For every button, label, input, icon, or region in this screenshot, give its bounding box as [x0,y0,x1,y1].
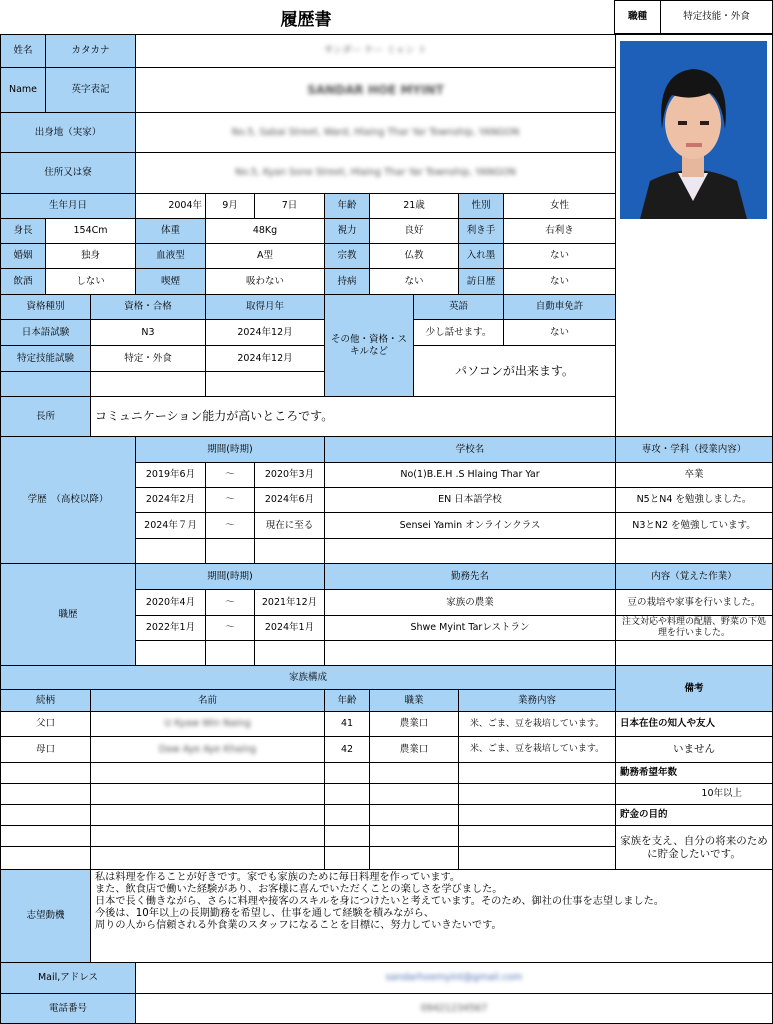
family-duty-header: 業務内容 [458,689,616,712]
edu-major-header: 専攻・学科（授業内容） [615,436,773,463]
birth-year: 2004年 [135,193,206,219]
smoke-value: 吸わない [205,268,325,295]
qual-name-empty [90,371,206,397]
family-empty-cell [324,762,370,784]
phone-value: 09421234567 [420,1002,488,1014]
motivation-text [90,869,773,963]
savings-value: 家族を支え、自分の将来のために貯金したいです。 [615,825,773,870]
family-empty-cell [324,804,370,826]
edu-from-empty [135,538,206,564]
family-rel: 母口 [0,736,91,763]
family-job: 農業口 [369,736,459,763]
edu-major-empty [615,538,773,564]
family-name: U Kyaw Win Naing [164,718,251,730]
motivation-line: 周りの人から信頼される外食業のスタッフになることを目標に、努力していきたいです。 [95,920,502,931]
edu-major: N3とN2 を勉強しています。 [615,512,773,539]
blood-value: A型 [205,243,325,269]
birth-day: 7日 [254,193,325,219]
edu-from: 2024年７月 [135,512,206,539]
sex-value: 女性 [503,193,616,219]
acquaintance-value: いません [615,736,773,763]
work-to-empty [254,640,325,666]
family-empty-cell [369,783,459,805]
smoke-label: 喫煙 [135,268,206,295]
edu-school: Sensei Yamin オンラインクラス [324,512,616,539]
phone-field [135,993,773,1024]
phone-label: 電話番号 [0,993,136,1024]
strength-value: コミュニケーション能力が高いところです。 [90,396,616,437]
qual-name-header: 資格・合格 [90,294,206,320]
address-label: 住所又は寮 [0,152,136,194]
work-tilde: ～ [205,615,255,641]
family-empty-cell [458,846,616,870]
family-empty-cell [369,762,459,784]
illness-value: ない [369,268,459,295]
years-label: 勤務希望年数 [615,762,773,784]
job-type-label: 職種 [614,0,661,34]
weight-value: 48Kg [205,218,325,244]
family-empty-cell [0,783,91,805]
romaji-label: 英字表記 [45,67,136,113]
drink-label: 飲酒 [0,268,46,295]
mail-field [135,962,773,994]
work-label: 職歴 [0,563,136,666]
qual-date-header: 取得月年 [205,294,325,320]
edu-period-header: 期間(時期) [135,436,325,463]
family-empty-cell [0,762,91,784]
edu-tilde: ～ [205,462,255,488]
motivation-line: 今後は、10年以上の長期勤務を希望し、仕事を通して経験を積みながら、 [95,908,434,919]
edu-to-empty [254,538,325,564]
family-age: 41 [324,711,370,737]
qual-name: 特定・外食 [90,345,206,372]
romaji-field [135,67,616,113]
drink-value: しない [45,268,136,295]
edu-tilde: ～ [205,487,255,513]
work-content-empty [615,640,773,666]
blood-label: 血液型 [135,243,206,269]
birthplace-label: 出身地（実家） [0,112,136,153]
motivation-line: また、飲食店で働いた経験があり、お客様に喜んでいただくことの楽しさを学びました。 [95,884,503,895]
mail-label: Mail,アドレス [0,962,136,994]
qual-type: 特定技能試験 [0,345,91,372]
family-empty-cell [90,846,325,870]
qual-type-header: 資格種別 [0,294,91,320]
tattoo-value: ない [503,243,616,269]
edu-school-empty [324,538,616,564]
edu-school: No(1)B.E.H .S Hlaing Thar Yar [324,462,616,488]
work-from-empty [135,640,206,666]
applicant-photo [620,41,767,219]
notes-header: 備考 [615,665,773,712]
work-place: 家族の農業 [324,589,616,616]
visit-label: 訪日歴 [458,268,504,295]
motivation-line: 日本で長く働きながら、さらに料理や接客のスキルを身につけたいと考えています。そのため、御社の仕事を志望しました。 [95,896,664,907]
family-empty-cell [324,846,370,870]
work-tilde-empty [205,640,255,666]
eyesight-label: 視力 [324,218,370,244]
family-name-cell [90,711,325,737]
family-empty-cell [458,762,616,784]
family-empty-cell [324,783,370,805]
katakana-value: サンダー ケー ミャン ト [323,45,427,57]
edu-school: EN 日本語学校 [324,487,616,513]
illness-label: 持病 [324,268,370,295]
qual-date: 2024年12月 [205,345,325,372]
license-value: ない [503,319,616,346]
family-empty-cell [458,825,616,847]
family-name-header: 名前 [90,689,325,712]
family-age-header: 年齢 [324,689,370,712]
family-empty-cell [369,804,459,826]
name-label: 姓名 [0,34,46,68]
work-content-header: 内容（覚えた作業） [615,563,773,590]
job-type-value: 特定技能・外食 [660,0,773,34]
katakana-field [135,34,616,68]
page-title: 履歴書 [280,9,332,30]
edu-to: 現在に至る [254,512,325,539]
religion-label: 宗教 [324,243,370,269]
family-empty-cell [0,825,91,847]
edu-school-header: 学校名 [324,436,616,463]
birth-month: 9月 [205,193,255,219]
edu-tilde-empty [205,538,255,564]
family-empty-cell [90,783,325,805]
english-header: 英語 [413,294,504,320]
family-empty-cell [90,825,325,847]
edu-from: 2019年6月 [135,462,206,488]
edu-to: 2020年3月 [254,462,325,488]
marital-label: 婚姻 [0,243,46,269]
work-tilde: ～ [205,589,255,616]
address-value: No.5, Kyan Sone Street, Hlaing Thar Yar Township, YANGON [235,167,516,179]
work-from: 2020年4月 [135,589,206,616]
family-empty-cell [369,825,459,847]
height-value: 154Cm [45,218,136,244]
edu-major: N5とN4 を勉強しました。 [615,487,773,513]
years-value: 10年以上 [615,783,773,805]
family-empty-cell [90,762,325,784]
age-value: 21歳 [369,193,459,219]
strength-label: 長所 [0,396,91,437]
edu-to: 2024年6月 [254,487,325,513]
work-period-header: 期間(時期) [135,563,325,590]
name-en-label: Name [0,67,46,113]
work-content: 豆の栽培や家事を行いました。 [615,589,773,616]
family-empty-cell [324,825,370,847]
family-empty-cell [0,846,91,870]
katakana-label: カタカナ [45,34,136,68]
edu-major: 卒業 [615,462,773,488]
family-duty: 米、ごま、豆を栽培しています。 [458,736,616,763]
age-label: 年齢 [324,193,370,219]
work-to: 2024年1月 [254,615,325,641]
qual-type: 日本語試験 [0,319,91,346]
work-content: 注文対応や料理の配膳、野菜の下処理を行いました。 [615,615,773,641]
education-label: 学歴 （高校以降） [0,436,136,564]
acquaintance-label: 日本在住の知人や友人 [615,711,773,737]
visit-value: ない [503,268,616,295]
edu-tilde: ～ [205,512,255,539]
hand-label: 利き手 [458,218,504,244]
family-empty-cell [458,783,616,805]
work-place-header: 勤務先名 [324,563,616,590]
family-rel-header: 続柄 [0,689,91,712]
portrait-image [620,41,767,219]
family-job-header: 職業 [369,689,459,712]
savings-label: 貯金の目的 [615,804,773,826]
family-rel: 父口 [0,711,91,737]
motivation-line: 私は料理を作ることが好きです。家でも家族のために毎日料理を作っています。 [95,872,461,883]
qual-date: 2024年12月 [205,319,325,346]
other-skills-label: その他・資格・スキルなど [324,294,414,397]
work-from: 2022年1月 [135,615,206,641]
marital-value: 独身 [45,243,136,269]
qual-name: N3 [90,319,206,346]
religion-value: 仏教 [369,243,459,269]
birthplace-field [135,112,616,153]
work-to: 2021年12月 [254,589,325,616]
work-place-empty [324,640,616,666]
family-name-cell [90,736,325,763]
skills-value: パソコンが出来ます。 [413,345,616,397]
family-name: Daw Aye Aye Khaing [158,743,257,755]
work-place: Shwe Myint Tarレストラン [324,615,616,641]
license-header: 自動車免許 [503,294,616,320]
birthdate-label: 生年月日 [0,193,136,219]
family-age: 42 [324,736,370,763]
eyesight-value: 良好 [369,218,459,244]
motivation-label: 志望動機 [0,869,91,963]
family-empty-cell [0,804,91,826]
edu-from: 2024年2月 [135,487,206,513]
sex-label: 性別 [458,193,504,219]
hand-value: 右利き [503,218,616,244]
birthplace-value: No.5, Sabai Street, Ward, Hlaing Thar Yar Township, YANGON [231,126,520,138]
weight-label: 体重 [135,218,206,244]
qual-type-empty [0,371,91,397]
family-empty-cell [458,804,616,826]
family-header: 家族構成 [0,665,616,690]
qual-date-empty [205,371,325,397]
family-job: 農業口 [369,711,459,737]
tattoo-label: 入れ墨 [458,243,504,269]
family-empty-cell [369,846,459,870]
family-duty: 米、ごま、豆を栽培しています。 [458,711,616,737]
mail-value: sandarhoemyint@gmail.com [385,972,523,984]
height-label: 身長 [0,218,46,244]
romaji-value: SANDAR HOE MYINT [307,82,444,97]
family-empty-cell [90,804,325,826]
english-value: 少し話せます。 [413,319,504,346]
address-field [135,152,616,194]
